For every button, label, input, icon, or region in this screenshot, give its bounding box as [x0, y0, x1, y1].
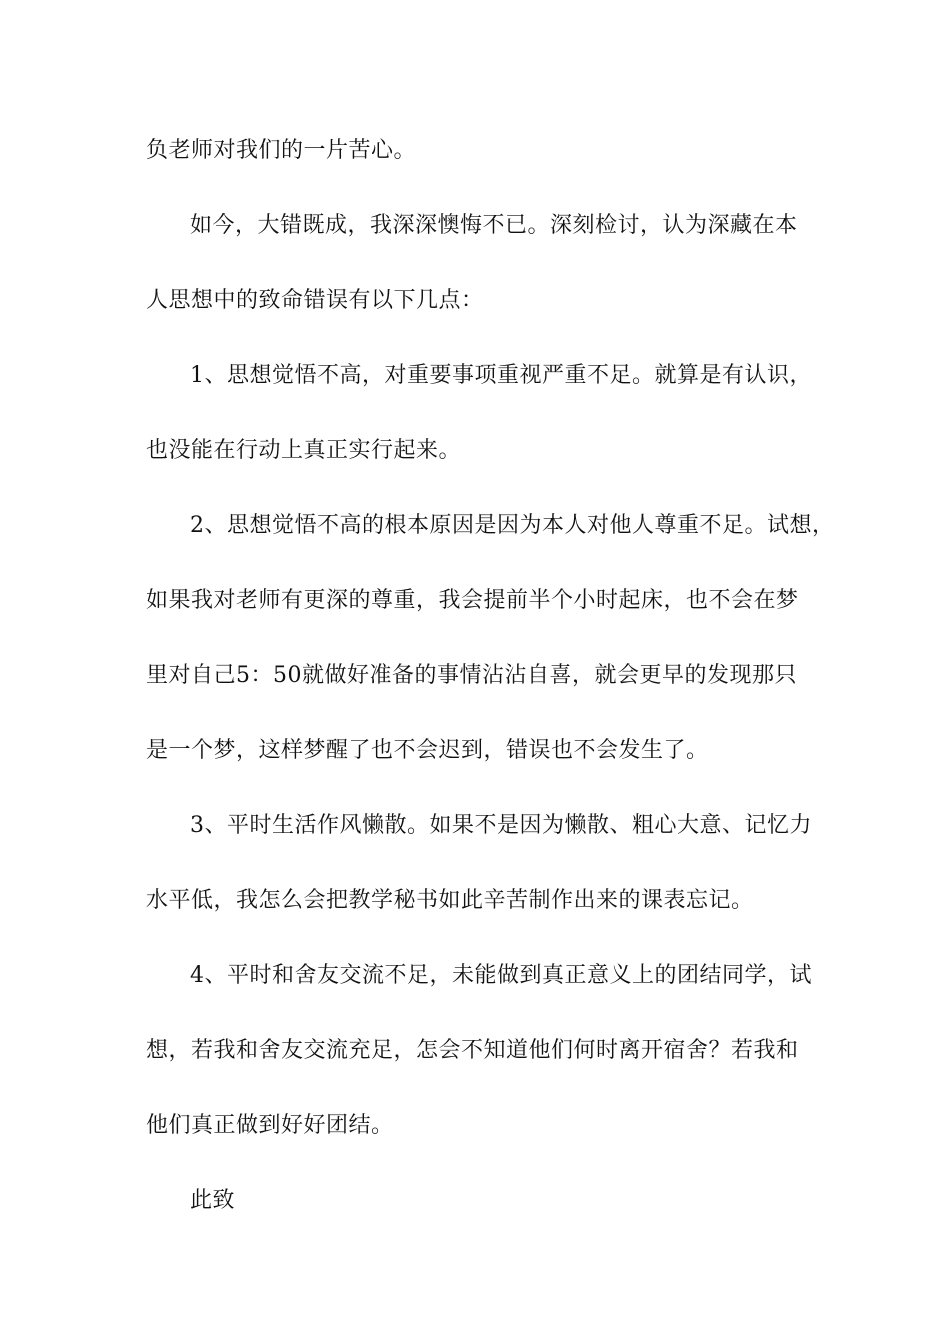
text-line: 他们真正做到好好团结。	[146, 1113, 394, 1138]
text-line: 4、平时和舍友交流不足，未能做到真正意义上的团结同学，试	[190, 963, 812, 988]
text-line: 也没能在行动上真正实行起来。	[146, 438, 462, 463]
text-line: 3、平时生活作风懒散。如果不是因为懒散、粗心大意、记忆力	[190, 813, 812, 838]
text-line: 里对自己5：50就做好准备的事情沾沾自喜，就会更早的发现那只	[146, 663, 797, 688]
text-line: 2、思想觉悟不高的根本原因是因为本人对他人尊重不足。试想，	[190, 513, 835, 538]
text-line: 如今，大错既成，我深深懊悔不已。深刻检讨，认为深藏在本	[190, 213, 798, 238]
text-line: 1、思想觉悟不高，对重要事项重视严重不足。就算是有认识，	[190, 363, 812, 388]
text-line: 想，若我和舍友交流充足，怎会不知道他们何时离开宿舍？若我和	[146, 1038, 799, 1063]
text-line: 人思想中的致命错误有以下几点：	[146, 288, 484, 313]
text-line: 水平低，我怎么会把教学秘书如此辛苦制作出来的课表忘记。	[146, 888, 754, 913]
closing-salutation: 此致	[190, 1188, 236, 1213]
text-line: 是一个梦，这样梦醒了也不会迟到，错误也不会发生了。	[146, 738, 709, 763]
text-line: 负老师对我们的一片苦心。	[146, 138, 417, 163]
text-line: 如果我对老师有更深的尊重，我会提前半个小时起床，也不会在梦	[146, 588, 799, 613]
